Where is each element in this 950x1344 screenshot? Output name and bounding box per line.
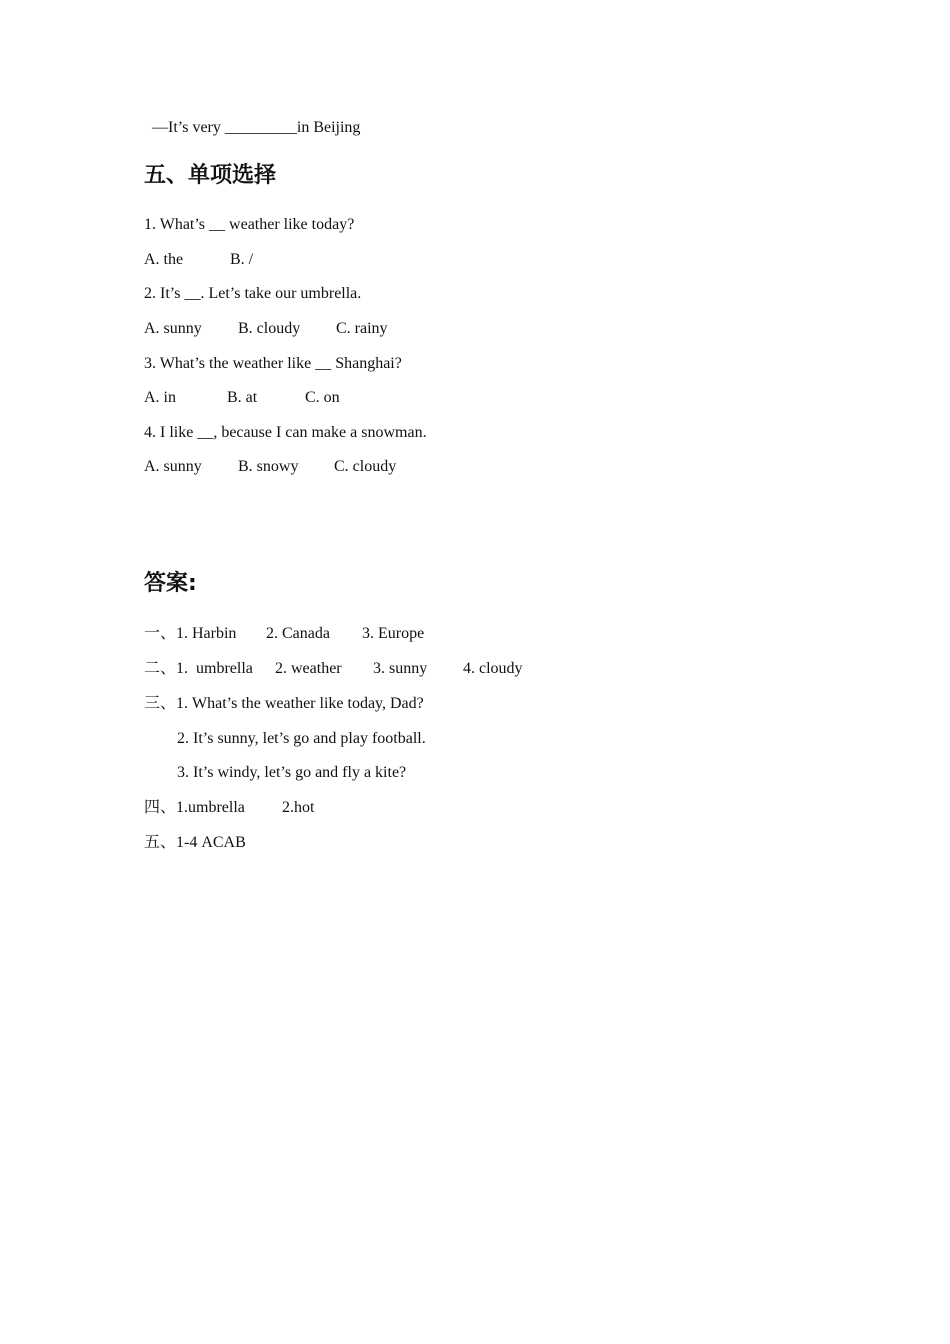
question-4: 4. I like __, because I can make a snowman.: [144, 424, 427, 441]
option: A. sunny: [144, 458, 202, 475]
answer-item: 2. weather: [275, 660, 342, 677]
answer-item: 4. cloudy: [463, 660, 523, 677]
answer-4: [144, 798, 644, 818]
answer-3-line-2: 2. It’s sunny, let’s go and play football.: [177, 730, 426, 747]
answer-item: 一、1. Harbin: [144, 625, 237, 642]
question-2: 2. It’s __. Let’s take our umbrella.: [144, 285, 362, 302]
answer-item: 3. Europe: [362, 625, 425, 642]
answer-5: 五、1-4 ACAB: [144, 834, 246, 851]
option: A. the: [144, 251, 184, 268]
option: C. cloudy: [334, 458, 397, 475]
option: A. in: [144, 389, 176, 406]
section-title-single-choice: 五、单项选择: [144, 163, 277, 188]
option: B. cloudy: [238, 320, 301, 337]
fill-in-line: —It’s very _________in Beijing: [152, 119, 361, 136]
answer-3-line-3: 3. It’s windy, let’s go and fly a kite?: [177, 764, 407, 781]
option: C. on: [305, 389, 340, 406]
option: B. at: [227, 389, 258, 406]
question-2-options: [144, 319, 644, 339]
answers-title: 答案:: [144, 571, 197, 596]
answer-item: 2. Canada: [266, 625, 330, 642]
question-1: 1. What’s __ weather like today?: [144, 216, 355, 233]
question-3-options: [144, 388, 644, 408]
question-4-options: [144, 457, 644, 477]
answer-item: 2.hot: [282, 799, 315, 816]
answer-3-line-1: 三、1. What’s the weather like today, Dad?: [144, 695, 424, 712]
answer-item: 四、1.umbrella: [144, 799, 245, 816]
answer-item: 二、1. umbrella: [144, 660, 253, 677]
option: C. rainy: [336, 320, 388, 337]
option: B. /: [230, 251, 254, 268]
option: A. sunny: [144, 320, 202, 337]
answer-item: 3. sunny: [373, 660, 428, 677]
answer-2: [144, 659, 644, 679]
question-1-options: [144, 250, 644, 270]
question-3: 3. What’s the weather like __ Shanghai?: [144, 355, 402, 372]
answer-1: [144, 624, 644, 644]
option: B. snowy: [238, 458, 299, 475]
